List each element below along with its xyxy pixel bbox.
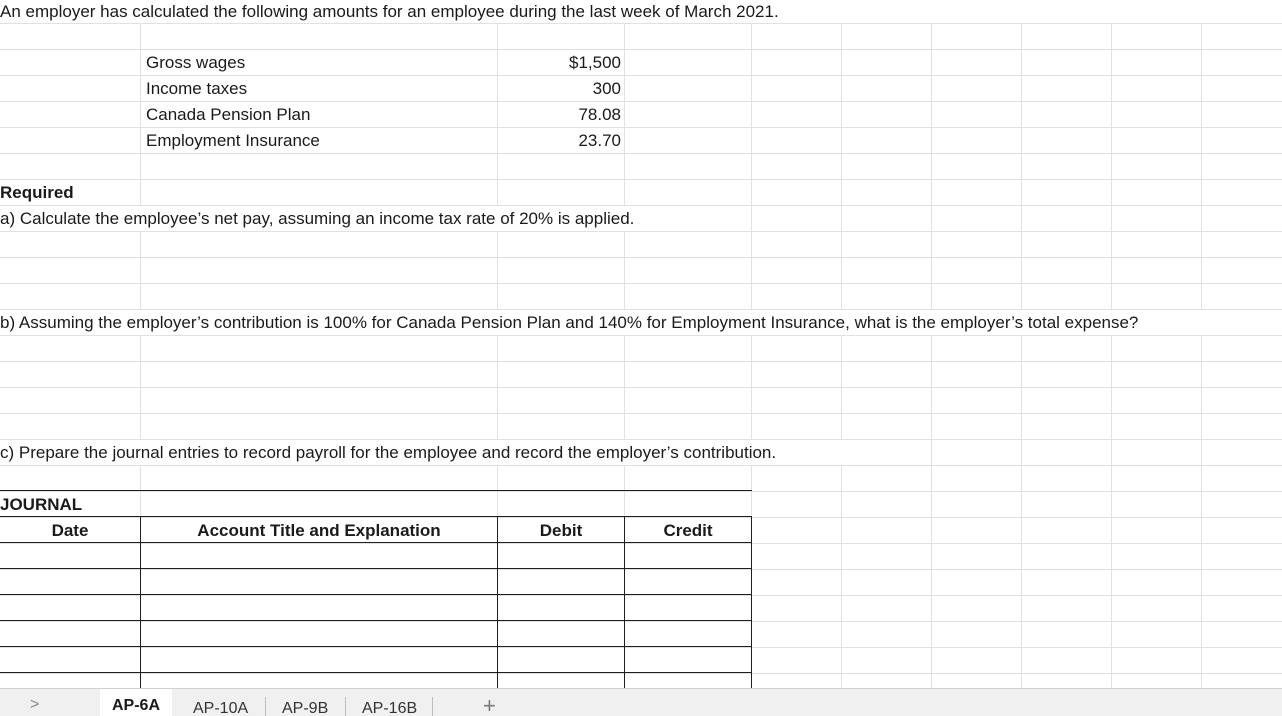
journal-header-date: Date (51, 521, 89, 540)
sheet-tab-ap-9b[interactable]: AP-9B (282, 700, 329, 716)
journal-header-debit: Debit (539, 521, 583, 540)
amount-label: Income taxes (146, 79, 248, 98)
amount-label: Gross wages (146, 53, 246, 72)
plus-icon[interactable]: + (483, 693, 496, 716)
intro-text: An employer has calculated the following amounts for an employee during the last week of March 2021. (0, 2, 779, 21)
amount-value: 23.70 (578, 131, 621, 150)
question-c: c) Prepare the journal entries to record payroll for the employee and record the employer’s contribution. (0, 443, 777, 462)
sheet-tab-ap-16b[interactable]: AP-16B (362, 700, 418, 716)
question-b: b) Assuming the employer’s contribution is 100% for Canada Pension Plan and 140% for Employment Insurance, what is the employer’s total expense? (0, 313, 1139, 332)
journal-header-credit: Credit (663, 521, 713, 540)
sheet-tab-ap-10a[interactable]: AP-10A (193, 700, 249, 716)
sheet-tab-bar (0, 688, 1282, 716)
amount-label: Employment Insurance (146, 131, 320, 150)
journal-header-account: Account Title and Explanation (197, 521, 441, 540)
required-heading: Required (0, 183, 74, 202)
journal-title: JOURNAL (0, 495, 83, 514)
chevron-right-icon[interactable]: > (30, 696, 40, 713)
amount-value: 78.08 (578, 105, 621, 124)
sheet-tab-ap-6a[interactable]: AP-6A (100, 689, 172, 716)
amount-value: $1,500 (569, 53, 621, 72)
amount-label: Canada Pension Plan (146, 105, 311, 124)
amount-value: 300 (592, 79, 621, 98)
question-a: a) Calculate the employee’s net pay, assuming an income tax rate of 20% is applied. (0, 209, 635, 228)
